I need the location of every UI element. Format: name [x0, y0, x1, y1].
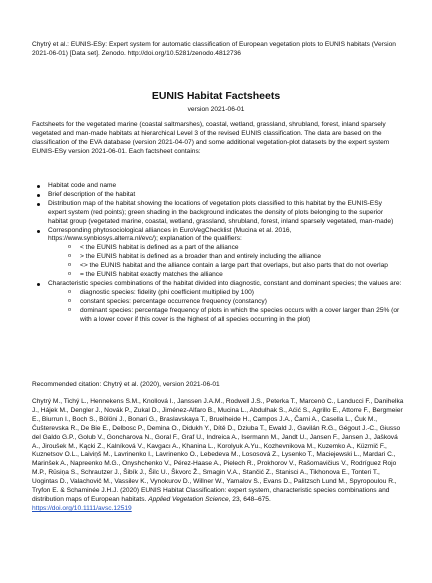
list-item-description [32, 191, 402, 200]
qualifier-sublist [48, 244, 402, 280]
recommended-citation: Recommended citation: Chytrý et al. (2020), version 2021-06-01 [32, 381, 220, 388]
doi-link[interactable]: https://doi.org/10.1111/avsc.12519 [32, 504, 132, 512]
values-sublist [48, 289, 402, 325]
header-citation: Chytrý et al.: EUNIS-ESy: Expert system for automatic classification of European vegetation plots to EUNIS habitats (Version 2021-06-01) [Data set]. Zenodo. http://doi.org/10.5281/zenodo.4812736 [32, 41, 396, 57]
list-item-distribution-map [32, 200, 402, 227]
list-item-text: Corresponding phytosociological alliances in EuroVegChecklist (Mucina et al. 2016, https://www.synbiosys.alterra.nl/evc/); explanation of the qualifiers: [48, 226, 292, 243]
version-label: version 2021-06-01 [187, 106, 245, 113]
journal-volume: , 23, 648–675. [228, 495, 271, 503]
journal-name: Applied Vegetation Science [148, 495, 229, 503]
reference-citation [32, 398, 404, 514]
reference-authors: Chytrý M., Tichý L., Hennekens S.M., Knollová I., Janssen J.A.M., Rodwell J.S., Peterka T., Marcenò C., Landucci F., Danihelka J., Hájek M., Dengler J., Novák P., Zukal D., Jiménez-Alfaro B., Mucina L., Abdulhak S., Aćić S., Agrillo E., Attorre F., Bergmeier E., Biurrun I., Boch S., Bölöni J., Bonari G., Braslavskaya T., Bruelheide H., Campos J.A., Čarni A., Casella L., Ćuk M., Ćušterevska R., De Bie E., Delbosc P., Demina O., Didukh Y., Dítě D., Dziuba T., Ewald J., Gavilán R.G., Gégout J.-C., Giusso del Galdo G.P., Golub V., Goncharova N., Goral F., Graf U., Indreica A., Isermann M., Jandt U., Jansen F., Jansen J., Jašková A., Jiroušek M., Kącki Z., Kalníková V., Kavgacı A., Khanina L., Korolyuk A.Yu., Kozhevnikova M., Kuzemko A., Küzmič F., Kuznetsov O.L., Laiviņš M., Lavrinenko I., Lavrinenko O., Lebedeva M., Lososová Z., Lysenko T., Maciejewski L., Mardari C., Marinšek A., Napreenko M.G., Onyshchenko V., Pérez-Haase A., Pielech R., Prokhorov V., Rašomavičius V., Rodríguez Rojo M.P., Rūsiņa S., Schrautzer J., Šibík J., Šilc U., Škvorc Ž., Smagin V.A., Stančić Z., Stanisci A., Tikhonova E., Tonteri T., Uogintas D., Valachovič M., Vassilev K., Vynokurov D., Willner W., Yamalov S., Evans D., Palitzsch Lund M., Spyropoulou R., Tryfon E. & Schaminée J.H.J. (2020) EUNIS Habitat Classification: expert system, characteristic species combinations and distribution maps of European habitats. [32, 398, 404, 503]
sublist-item: o diagnostic species: fidelity (phi coefficient multiplied by 100) [48, 289, 402, 298]
intro-paragraph: Factsheets for the vegetated marine (coastal saltmarshes), coastal, wetland, grassland, shrubland, forest, inland sparsely vegetated and man-made habitats at hierarchical Level 3 of the revised EUNIS classification. The data are based on the classification of the EVA database (version 2021-04-07) and some additional vegetation-plot datasets by the expert system EUNIS-ESy version 2021-06-01. Each factsheet contains: [32, 121, 390, 155]
sublist-item: o <> the EUNIS habitat and the alliance contain a large part that overlaps, but also parts that do not overlap [48, 262, 402, 271]
list-item-text: Characteristic species combinations of the habitat divided into diagnostic, constant and dominant species; the values are: [48, 279, 402, 287]
list-item-text: Habitat code and name [48, 182, 117, 189]
sublist-item: o dominant species: percentage frequency of plots in which the species occurs with a cover larger than 25% (or with a lower cover if this cover is the highest of all species occurring in the plot) [48, 307, 402, 325]
list-item-code-name [32, 182, 402, 191]
sublist-item: o constant species: percentage occurrence frequency (constancy) [48, 298, 402, 307]
list-item-species-combinations [32, 280, 402, 325]
list-item-text: Brief description of the habitat [48, 190, 136, 198]
sublist-item: o < the EUNIS habitat is defined as a part of the alliance [48, 244, 402, 253]
sublist-item: o > the EUNIS habitat is defined as a broader than and entirely including the alliance [48, 253, 402, 262]
factsheet-contents-list [32, 182, 402, 325]
list-item-alliances [32, 227, 402, 280]
page-title: EUNIS Habitat Factsheets [151, 90, 281, 102]
list-item-text: Distribution map of the habitat showing the locations of vegetation plots classified to this habitat by the EUNIS-ESy expert system (red points); green shading in the background indicates the density of plots belonging to the superior habitat group (vegetated marine, coastal, wetland, grassland, shrubland, forest, inland sparsely vegetated, man-made) [48, 199, 394, 225]
sublist-item: o = the EUNIS habitat exactly matches the alliance [48, 271, 402, 280]
